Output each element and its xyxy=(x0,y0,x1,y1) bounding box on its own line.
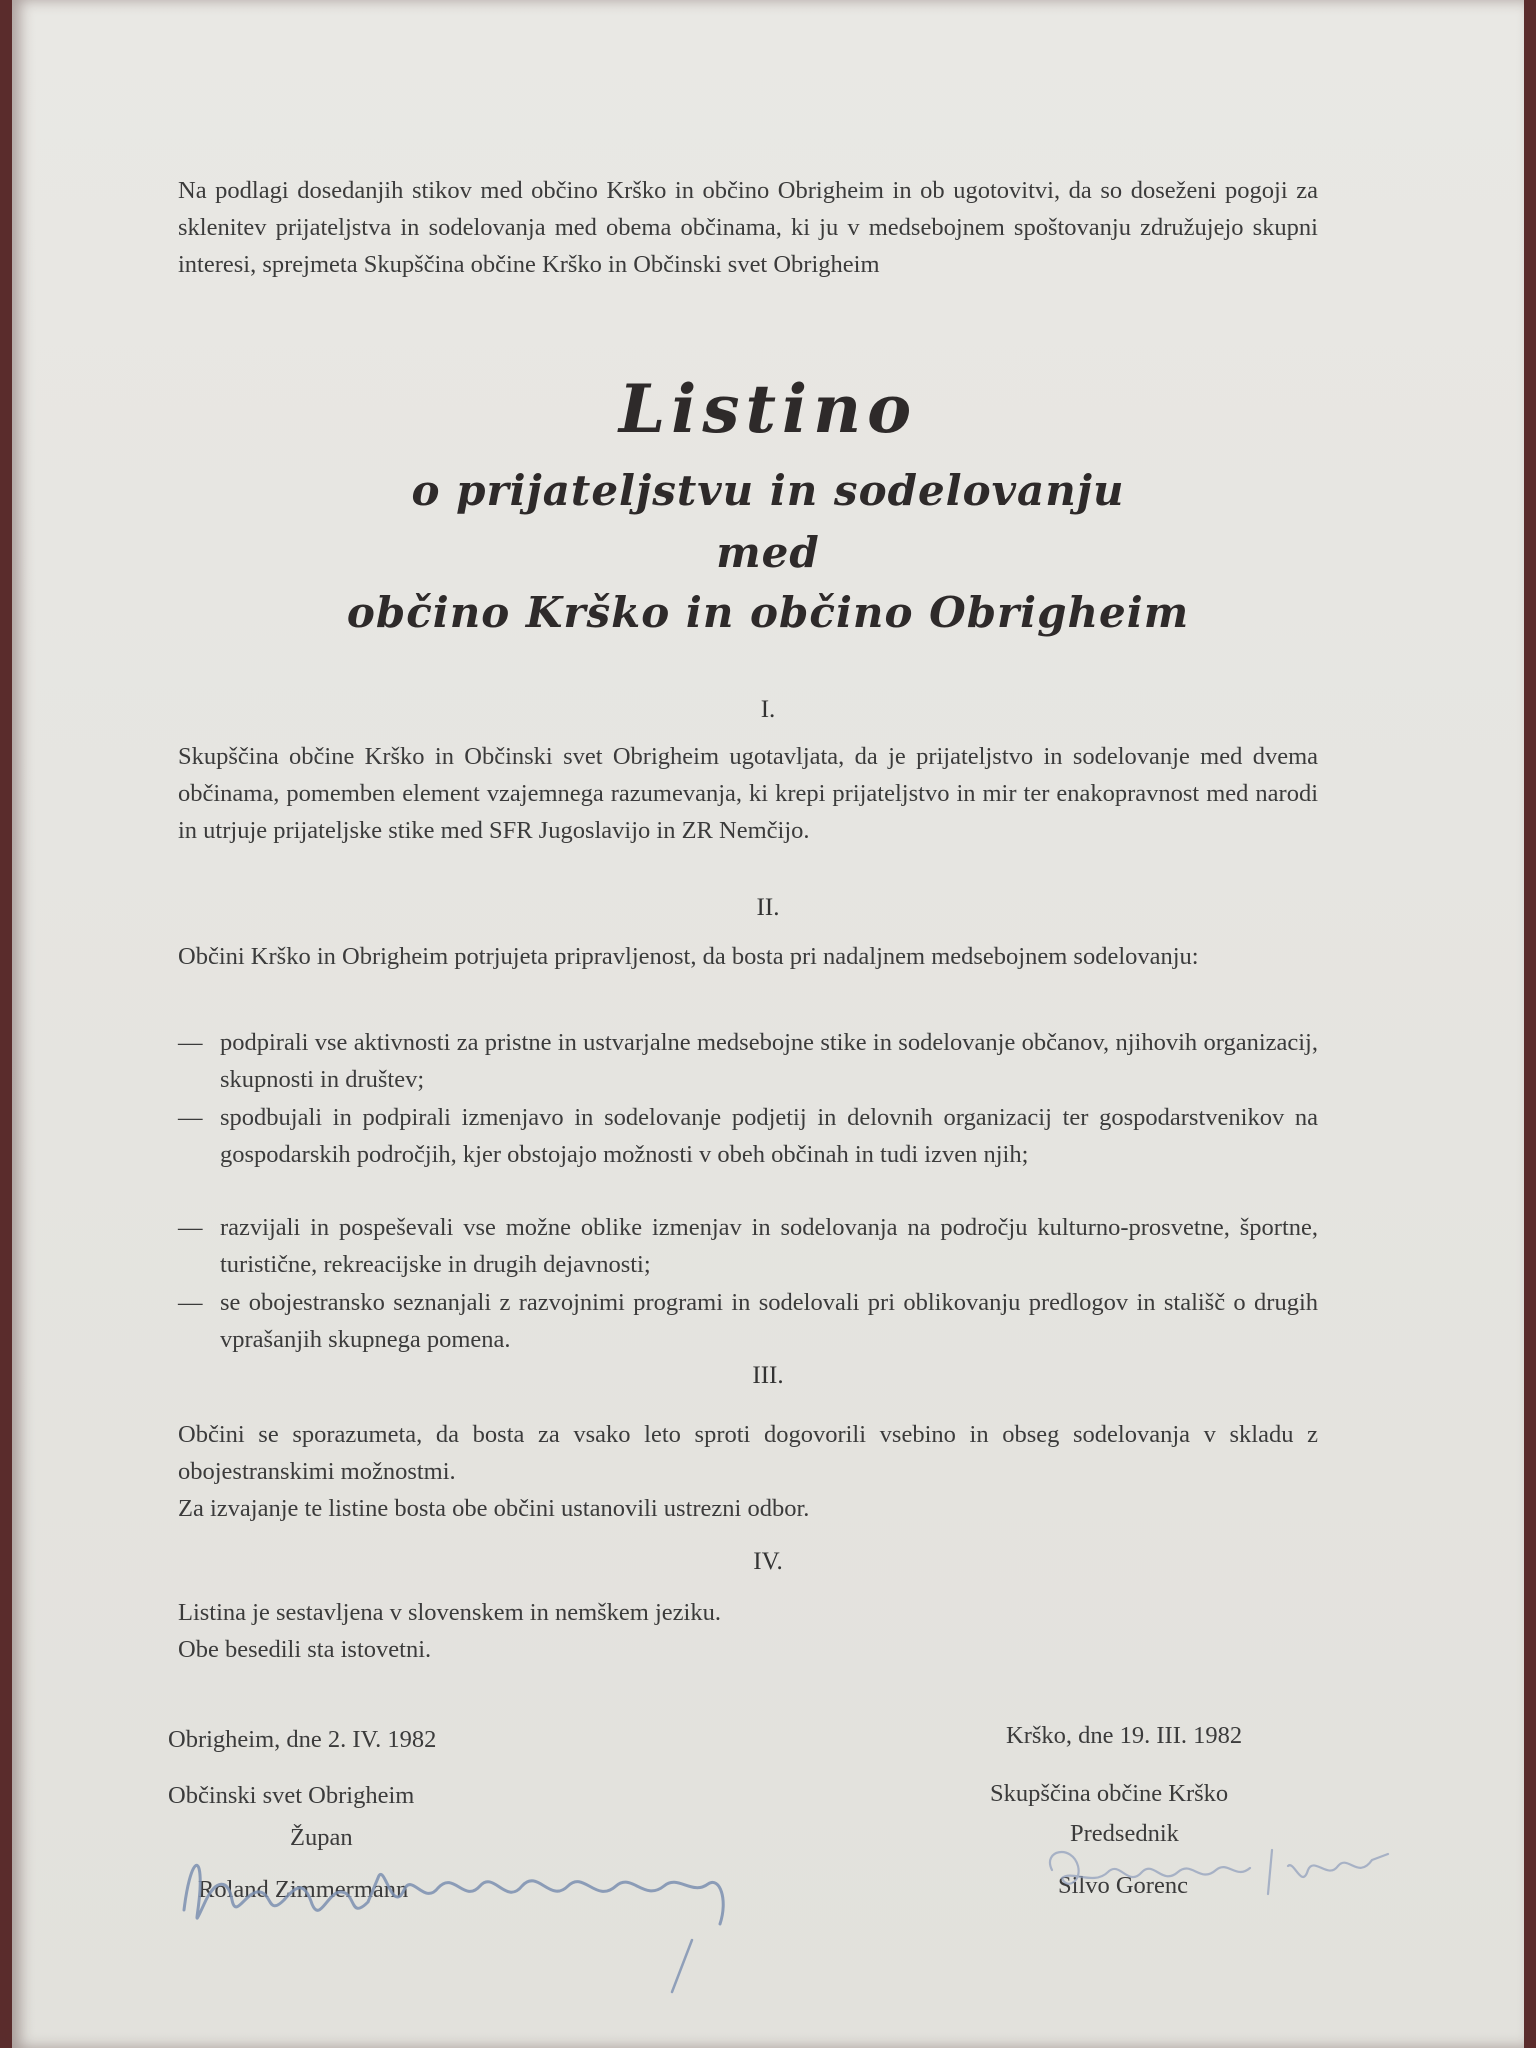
right-signatory-body: Skupščina občine Krško xyxy=(990,1780,1229,1807)
list-item xyxy=(178,1209,1318,1283)
section-number-2: II. xyxy=(756,894,780,921)
left-signatory-name: Roland Zimmermann xyxy=(198,1876,409,1903)
bullet-text: spodbujali in podpirali izmenjavo in sodelovanje podjetij in delovnih organizacij ter gospodarstvenikov na gospodarskih področjih, kjer obstojajo možnosti v obeh občinah in tudi izven njih; xyxy=(220,1104,1318,1168)
list-item xyxy=(178,1284,1318,1358)
section-number-4: IV. xyxy=(753,1548,783,1575)
bullet-dash: — xyxy=(178,1214,203,1241)
left-place-date: Obrigheim, dne 2. IV. 1982 xyxy=(168,1726,437,1753)
right-signatory-role: Predsednik xyxy=(1070,1820,1179,1847)
list-item xyxy=(178,1099,1318,1173)
intro-paragraph: Na podlagi dosedanjih stikov med občino Krško in občino Obrigheim in ob ugotovitvi, da so doseženi pogoji za sklenitev prijateljstva in sodelovanja med obema občinama, ki ju v medsebojnem spoštovanju združujejo skupni interesi, sprejmeta Skupščina občine Krško in Občinski svet Obrigheim xyxy=(178,177,1318,278)
left-signatory-body: Občinski svet Obrigheim xyxy=(168,1782,415,1809)
section-3-paragraph-2: Za izvajanje te listine bosta obe občini ustanovili ustrezni odbor. xyxy=(178,1495,810,1522)
left-handwritten-signature xyxy=(172,1820,752,2000)
section-4-block xyxy=(178,1594,1318,1668)
right-place-date: Krško, dne 19. III. 1982 xyxy=(1006,1722,1243,1749)
section-2-paragraph: Občini Krško in Obrigheim potrjujeta pripravljenost, da bosta pri nadaljnem medsebojnem sodelovanju: xyxy=(178,943,1199,970)
document-title: Listino xyxy=(618,370,918,448)
section-3-paragraph-1: Občini se sporazumeta, da bosta za vsako leto sproti dogovorili vsebino in obseg sodelovanja v skladu z obojestranskimi možnostmi. xyxy=(178,1421,1318,1485)
bullet-dash: — xyxy=(178,1289,203,1316)
section-number-1: I. xyxy=(760,696,776,723)
section-3-block xyxy=(178,1416,1318,1527)
bullet-dash: — xyxy=(178,1104,203,1131)
section-4-paragraph-2: Obe besedili sta istovetni. xyxy=(178,1636,432,1663)
right-handwritten-signature xyxy=(1032,1830,1412,1920)
title-line-2: med xyxy=(716,528,820,577)
section-number-3: III. xyxy=(752,1362,784,1389)
intro-block xyxy=(178,172,1318,283)
document-page xyxy=(12,0,1524,2048)
left-signatory-role: Župan xyxy=(290,1824,353,1851)
bullet-text: se obojestransko seznanjali z razvojnimi programi in sodelovali pri oblikovanju predlogov in stališč o drugih vprašanjih skupnega pomena. xyxy=(220,1289,1318,1353)
section-2-block xyxy=(178,938,1318,975)
section-4-paragraph-1: Listina je sestavljena v slovenskem in nemškem jeziku. xyxy=(178,1599,721,1626)
list-item xyxy=(178,1024,1318,1098)
section-1-block xyxy=(178,738,1318,849)
bullet-text: razvijali in pospeševali vse možne oblike izmenjav in sodelovanja na področju kulturno-prosvetne, športne, turistične, rekreacijske in drugih dejavnosti; xyxy=(220,1214,1318,1278)
title-line-1: o prijateljstvu in sodelovanju xyxy=(411,466,1125,515)
title-line-3: občino Krško in občino Obrigheim xyxy=(346,588,1190,637)
bullet-text: podpirali vse aktivnosti za pristne in ustvarjalne medsebojne stike in sodelovanje občanov, njihovih organizacij, skupnosti in društev; xyxy=(220,1029,1318,1093)
section-1-paragraph: Skupščina občine Krško in Občinski svet Obrigheim ugotavljata, da je prijateljstvo in sodelovanje med dvema občinama, pomemben element vzajemnega razumevanja, ki krepi prijateljstvo in mir ter enakopravnost med narodi in utrjuje prijateljske stike med SFR Jugoslavijo in ZR Nemčijo. xyxy=(178,743,1318,844)
right-signatory-name: Silvo Gorenc xyxy=(1058,1872,1188,1899)
bullet-dash: — xyxy=(178,1029,203,1056)
